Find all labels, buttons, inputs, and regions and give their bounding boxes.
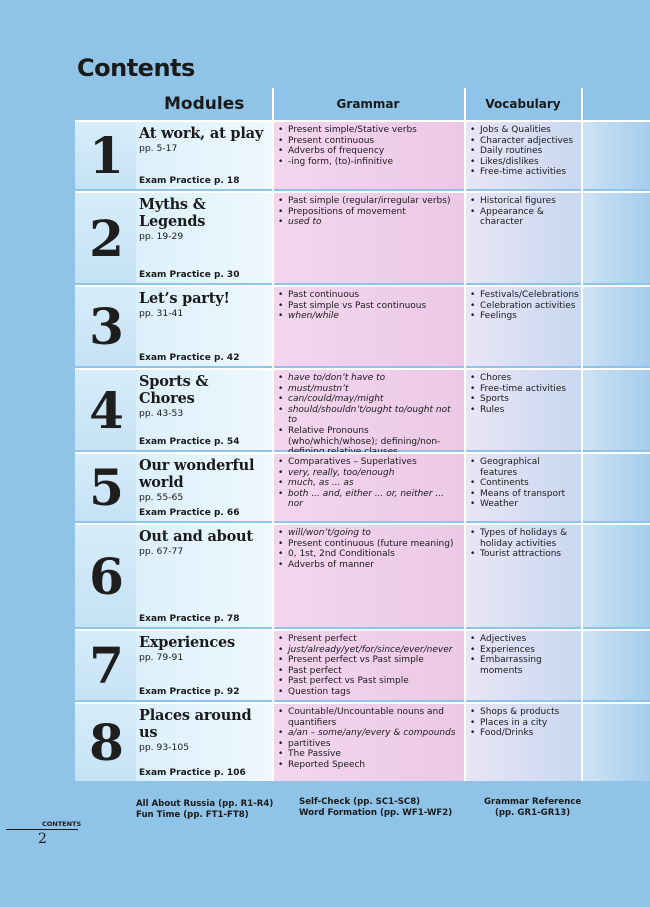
grammar-item: • Reported Speech — [277, 760, 460, 771]
vocabulary-item: • Weather — [469, 499, 577, 510]
grammar-item: • Present simple/Stative verbs — [277, 125, 460, 136]
extra-column-cell — [583, 370, 650, 450]
module-number-cell — [75, 631, 136, 700]
grammar-item: • Present continuous — [277, 136, 460, 147]
grammar-cell — [274, 122, 464, 189]
extra-column-cell — [583, 631, 650, 700]
grammar-item: • much, as ... as — [277, 478, 460, 489]
exam-practice-link[interactable]: Exam Practice p. 54 — [139, 437, 240, 447]
grammar-item: • used to — [277, 217, 460, 228]
module-pages: pp. 93-105 — [139, 742, 190, 753]
module-pages: pp. 43-53 — [139, 408, 184, 419]
grammar-list — [277, 457, 460, 510]
module-pages: pp. 5-17 — [139, 143, 178, 154]
module-info-cell[interactable] — [136, 193, 272, 283]
module-pages: pp. 31-41 — [139, 308, 184, 319]
grammar-item: • both ... and, either ... or, neither ... nor — [277, 489, 460, 510]
vocabulary-item: • Festivals/Celebrations — [469, 290, 577, 301]
grammar-item: • can/could/may/might — [277, 394, 460, 405]
module-number: 8 — [89, 713, 122, 772]
all-about-russia-link[interactable]: All About Russia (pp. R1-R4) — [136, 799, 274, 809]
module-number: 6 — [89, 546, 122, 606]
vocabulary-list — [469, 457, 577, 510]
extra-column-cell — [583, 525, 650, 627]
grammar-item: • a/an – some/any/every & compounds — [277, 728, 460, 739]
vocabulary-item: • Jobs & Qualities — [469, 125, 577, 136]
exam-practice-link[interactable]: Exam Practice p. 18 — [139, 176, 240, 186]
vocabulary-cell — [466, 454, 581, 521]
fun-time-link[interactable]: Fun Time (pp. FT1-FT8) — [136, 810, 249, 820]
extra-column-cell — [583, 122, 650, 189]
module-row[interactable] — [0, 523, 650, 627]
grammar-item: • Past simple vs Past continuous — [277, 301, 460, 312]
grammar-list — [277, 528, 460, 570]
module-number: 4 — [89, 380, 122, 440]
grammar-cell — [274, 193, 464, 283]
grammar-list — [277, 707, 460, 771]
vocabulary-list — [469, 125, 577, 178]
footer-extras-links[interactable] — [136, 799, 273, 821]
extra-column-cell — [583, 287, 650, 366]
module-title[interactable]: Sports & Chores — [139, 373, 209, 407]
vocabulary-item: • Likes/dislikes — [469, 157, 577, 168]
vocabulary-item: • Means of transport — [469, 489, 577, 500]
grammar-item: • 0, 1st, 2nd Conditionals — [277, 549, 460, 560]
vocabulary-cell — [466, 122, 581, 189]
vocabulary-item: • Historical figures — [469, 196, 577, 207]
vocabulary-cell — [466, 704, 581, 781]
vocabulary-item: • Sports — [469, 394, 577, 405]
vocabulary-item: • Celebration activities — [469, 301, 577, 312]
module-title[interactable]: Experiences — [139, 634, 235, 651]
module-number: 7 — [89, 636, 122, 695]
module-number: 2 — [89, 208, 122, 268]
grammar-list — [277, 125, 460, 167]
module-row[interactable] — [0, 629, 650, 700]
vocabulary-item: • Food/Drinks — [469, 728, 577, 739]
vocabulary-item: • Chores — [469, 373, 577, 384]
module-number-cell — [75, 525, 136, 627]
module-info-cell[interactable] — [136, 631, 272, 700]
exam-practice-link[interactable]: Exam Practice p. 92 — [139, 687, 240, 697]
vocabulary-list — [469, 528, 577, 560]
vocabulary-header: Vocabulary — [485, 97, 561, 111]
module-number-cell — [75, 704, 136, 781]
grammar-cell — [274, 704, 464, 781]
module-info-cell[interactable] — [136, 287, 272, 366]
module-row[interactable] — [0, 120, 650, 189]
vocabulary-item: • Character adjectives — [469, 136, 577, 147]
grammar-item: • Comparatives – Superlatives — [277, 457, 460, 468]
extra-column-cell — [583, 193, 650, 283]
grammar-item: • Present perfect — [277, 634, 460, 645]
word-formation-link[interactable]: Word Formation (pp. WF1-WF2) — [299, 808, 453, 818]
grammar-item: • Past perfect vs Past simple — [277, 676, 460, 687]
vocabulary-cell — [466, 525, 581, 627]
vocabulary-list — [469, 290, 577, 322]
vocabulary-cell — [466, 370, 581, 450]
grammar-list — [277, 373, 460, 458]
vocabulary-list — [469, 707, 577, 739]
footer-practice-links[interactable] — [299, 797, 452, 819]
exam-practice-link[interactable]: Exam Practice p. 78 — [139, 614, 240, 624]
grammar-item: • Prepositions of movement — [277, 207, 460, 218]
divider — [6, 829, 78, 830]
grammar-cell — [274, 287, 464, 366]
module-title[interactable]: Myths & Legends — [139, 196, 206, 230]
vocabulary-item: • Rules — [469, 405, 577, 416]
module-row[interactable] — [0, 452, 650, 521]
vocabulary-cell — [466, 631, 581, 700]
grammar-item: • Present perfect vs Past simple — [277, 655, 460, 666]
module-number-cell — [75, 122, 136, 189]
footer-grammar-reference-link[interactable] — [484, 797, 581, 819]
vocabulary-item: • Free-time activities — [469, 167, 577, 178]
grammar-item: • Countable/Uncountable nouns and quantifiers — [277, 707, 460, 728]
grammar-item: • have to/don’t have to — [277, 373, 460, 384]
section-label: CONTENTS — [42, 820, 82, 828]
module-row[interactable] — [0, 285, 650, 366]
self-check-link[interactable]: Self-Check (pp. SC1-SC8) — [299, 797, 421, 807]
grammar-item: • Question tags — [277, 687, 460, 698]
exam-practice-link[interactable]: Exam Practice p. 106 — [139, 768, 246, 778]
grammar-cell — [274, 631, 464, 700]
grammar-item: • very, really, too/enough — [277, 468, 460, 479]
grammar-item: • Adverbs of manner — [277, 560, 460, 571]
grammar-item: • Past continuous — [277, 290, 460, 301]
module-info-cell[interactable] — [136, 454, 272, 521]
exam-practice-link[interactable]: Exam Practice p. 66 — [139, 508, 240, 518]
vocabulary-item: • Daily routines — [469, 146, 577, 157]
grammar-item: • The Passive — [277, 749, 460, 760]
extra-column-cell — [583, 704, 650, 781]
vocabulary-item: • Embarrassing moments — [469, 655, 577, 676]
vocabulary-list — [469, 196, 577, 228]
grammar-reference-pages: (pp. GR1-GR13) — [494, 808, 571, 818]
page-number: 2 — [38, 831, 47, 847]
grammar-item: • partitives — [277, 739, 460, 750]
grammar-item: • must/mustn’t — [277, 384, 460, 395]
vocabulary-item: • Adjectives — [469, 634, 577, 645]
module-info-cell[interactable] — [136, 370, 272, 450]
module-number: 1 — [89, 126, 122, 185]
vocabulary-item: • Places in a city — [469, 718, 577, 729]
vocabulary-list — [469, 373, 577, 415]
grammar-list — [277, 290, 460, 322]
grammar-item: • will/won’t/going to — [277, 528, 460, 539]
vocabulary-item: • Experiences — [469, 645, 577, 656]
module-pages: pp. 67-77 — [139, 546, 184, 557]
module-title[interactable]: Places around us — [139, 707, 252, 741]
module-row[interactable] — [0, 702, 650, 781]
grammar-cell — [274, 454, 464, 521]
module-number: 3 — [89, 297, 122, 356]
module-info-cell[interactable] — [136, 122, 272, 189]
page-title: Contents — [77, 54, 195, 82]
vocabulary-item: • Continents — [469, 478, 577, 489]
vocabulary-item: • Geographical features — [469, 457, 577, 478]
grammar-item: • Past simple (regular/irregular verbs) — [277, 196, 460, 207]
grammar-item: • Past perfect — [277, 666, 460, 677]
grammar-header: Grammar — [336, 97, 400, 111]
vocabulary-item: • Feelings — [469, 311, 577, 322]
extra-column-cell — [583, 454, 650, 521]
module-number-cell — [75, 193, 136, 283]
module-info-cell[interactable] — [136, 704, 272, 781]
module-number-cell — [75, 287, 136, 366]
exam-practice-link[interactable]: Exam Practice p. 30 — [139, 270, 240, 280]
module-title[interactable]: Our wonderful world — [139, 457, 255, 491]
grammar-cell — [274, 370, 464, 450]
grammar-reference-link[interactable]: Grammar Reference — [484, 797, 582, 807]
grammar-item: • when/while — [277, 311, 460, 322]
vocabulary-item: • Types of holidays & holiday activities — [469, 528, 577, 549]
module-number-cell — [75, 454, 136, 521]
grammar-list — [277, 196, 460, 228]
grammar-item: • should/shouldn’t/ought to/ought not to — [277, 405, 460, 426]
vocabulary-item: • Appearance & character — [469, 207, 577, 228]
grammar-item: • Present continuous (future meaning) — [277, 539, 460, 550]
grammar-cell — [274, 525, 464, 627]
vocabulary-item: • Free-time activities — [469, 384, 577, 395]
vocabulary-cell — [466, 193, 581, 283]
vocabulary-item: • Shops & products — [469, 707, 577, 718]
grammar-item: • just/already/yet/for/since/ever/never — [277, 645, 460, 656]
exam-practice-link[interactable]: Exam Practice p. 42 — [139, 353, 240, 363]
modules-header: Modules — [164, 94, 245, 114]
grammar-item: • -ing form, (to)-infinitive — [277, 157, 460, 168]
module-title[interactable]: At work, at play — [139, 125, 264, 142]
module-number: 5 — [89, 458, 122, 517]
module-pages: pp. 19-29 — [139, 231, 184, 242]
vocabulary-list — [469, 634, 577, 676]
grammar-item: • Relative Pronouns (who/which/whose); defining/non- — [277, 426, 460, 458]
module-pages: pp. 55-65 — [139, 492, 184, 503]
module-title[interactable]: Out and about — [139, 528, 253, 545]
vocabulary-cell — [466, 287, 581, 366]
grammar-list — [277, 634, 460, 698]
grammar-item: • Adverbs of frequency — [277, 146, 460, 157]
module-number-cell — [75, 370, 136, 450]
module-row[interactable] — [0, 368, 650, 450]
module-pages: pp. 79-91 — [139, 652, 184, 663]
module-title[interactable]: Let’s party! — [139, 290, 230, 307]
module-row[interactable] — [0, 191, 650, 283]
vocabulary-item: • Tourist attractions — [469, 549, 577, 560]
module-info-cell[interactable] — [136, 525, 272, 627]
